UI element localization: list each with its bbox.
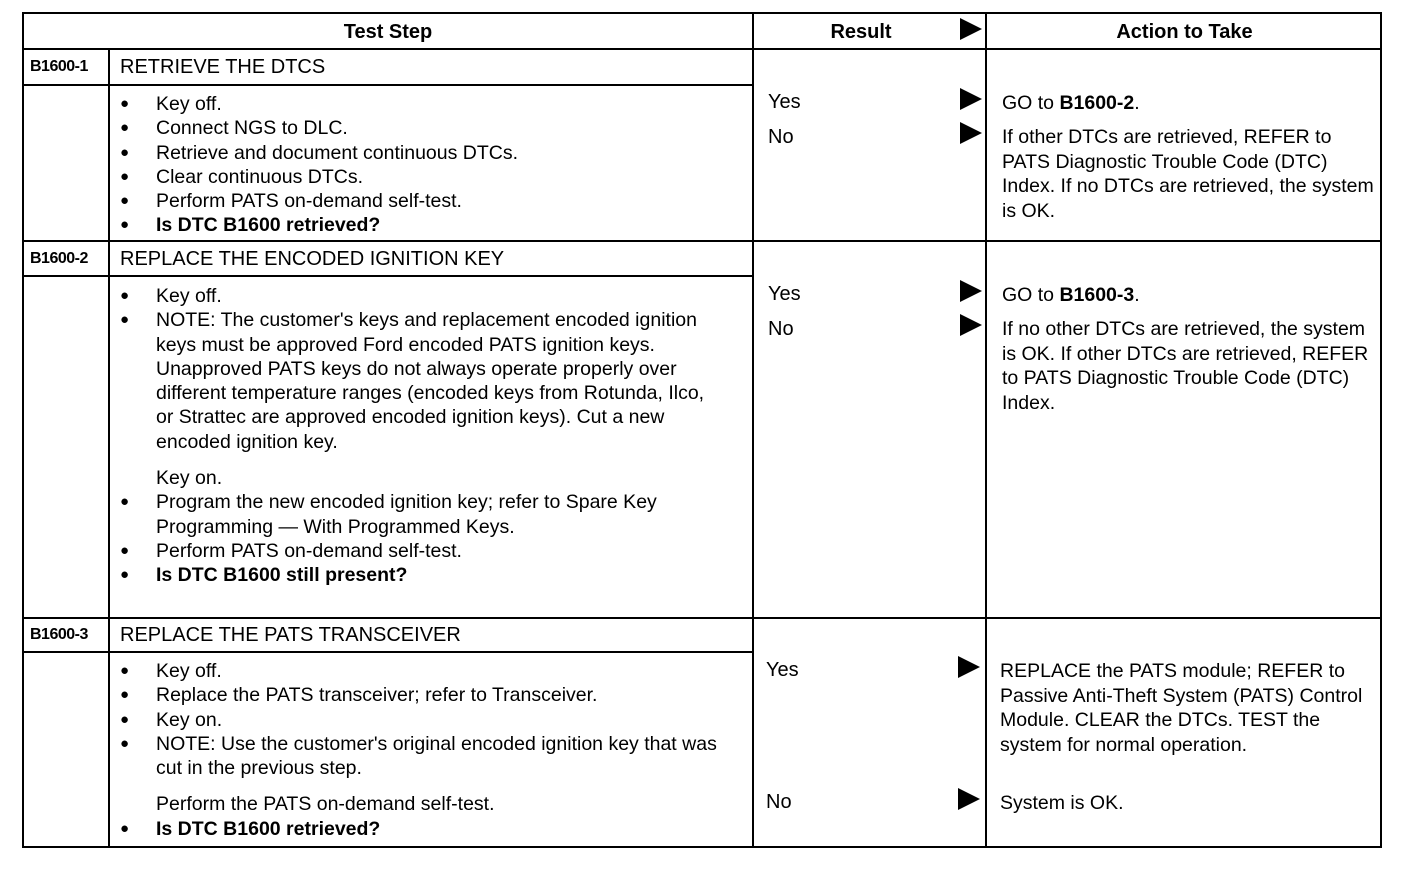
step-divider	[24, 617, 1380, 619]
instruction-line: ● Program the new encoded ignition key; refer to Spare Key Programming — With Programmed Keys.	[120, 490, 736, 539]
result-yes: Yes	[768, 91, 801, 113]
result-arrow-icon	[958, 656, 980, 678]
step-instructions	[120, 284, 730, 588]
action-no: If no other DTCs are retrieved, the system is OK. If other DTCs are retrieved, REFER to PATS Diagnostic Trouble Code (DTC) Index.	[1002, 318, 1369, 414]
instruction-line: ● Key off.	[120, 659, 740, 683]
step-title: REPLACE THE PATS TRANSCEIVER	[120, 624, 461, 646]
step-title: REPLACE THE ENCODED IGNITION KEY	[120, 248, 505, 270]
step-id-divider	[108, 50, 110, 846]
instruction-line: ● Replace the PATS transceiver; refer to Transceiver.	[120, 683, 740, 707]
instruction-question: ● Is DTC B1600 still present?	[120, 563, 730, 587]
step-id: B1600-1	[30, 58, 88, 75]
step-instructions	[120, 92, 740, 238]
instruction-line: ● NOTE: Use the customer's original encoded ignition key that was cut in the previous step.	[120, 732, 731, 781]
result-no: No	[768, 126, 794, 148]
step-id: B1600-2	[30, 250, 88, 267]
step-instructions	[120, 659, 740, 841]
instruction-line: ● Perform PATS on-demand self-test.	[120, 539, 730, 563]
header-result: Result	[830, 21, 892, 43]
step-title-divider	[24, 84, 754, 86]
result-yes: Yes	[768, 283, 801, 305]
action-yes: GO to B1600-2.	[1002, 92, 1140, 114]
result-arrow-icon	[958, 788, 980, 810]
result-arrow-icon	[960, 122, 982, 144]
result-yes: Yes	[766, 659, 799, 681]
column-divider-action	[985, 14, 987, 846]
instruction-question: ● Is DTC B1600 retrieved?	[120, 213, 740, 237]
result-arrow-icon	[960, 314, 982, 336]
instruction-line: ● Connect NGS to DLC.	[120, 116, 740, 140]
header-arrow-icon	[960, 18, 982, 40]
instruction-line: ● Retrieve and document continuous DTCs.	[120, 141, 740, 165]
action-yes: GO to B1600-3.	[1002, 284, 1140, 306]
instruction-line: ● Key off.	[120, 284, 730, 308]
step-divider	[24, 240, 1380, 242]
result-arrow-icon	[960, 88, 982, 110]
step-title-divider	[24, 651, 754, 653]
instruction-question: ● Is DTC B1600 retrieved?	[120, 817, 740, 841]
instruction-line: Key on.	[156, 467, 223, 490]
step-title: RETRIEVE THE DTCS	[120, 56, 326, 78]
action-no: System is OK.	[1000, 792, 1124, 814]
step-id: B1600-3	[30, 626, 88, 643]
header-divider	[24, 48, 1380, 50]
diagnostic-table	[22, 12, 1382, 848]
action-yes: REPLACE the PATS module; REFER to Passive Anti-Theft System (PATS) Control Module. CLEAR the DTCs. TEST the system for normal operation.	[1000, 660, 1363, 756]
instruction-line: ● Perform PATS on-demand self-test.	[120, 189, 740, 213]
instruction-line: Perform the PATS on-demand self-test.	[156, 793, 495, 816]
column-divider-result	[752, 14, 754, 846]
step-title-divider	[24, 275, 754, 277]
instruction-line: ● Key off.	[120, 92, 740, 116]
result-arrow-icon	[960, 280, 982, 302]
instruction-line: ● Key on.	[120, 708, 740, 732]
header-action: Action to Take	[1116, 21, 1253, 43]
header-test-step: Test Step	[343, 21, 433, 43]
result-no: No	[766, 791, 792, 813]
action-no: If other DTCs are retrieved, REFER to PATS Diagnostic Trouble Code (DTC) Index. If no DTCs are retrieved, the system is OK.	[1002, 126, 1374, 222]
instruction-line: ● Clear continuous DTCs.	[120, 165, 740, 189]
result-no: No	[768, 318, 794, 340]
instruction-line: ● NOTE: The customer's keys and replacement encoded ignition keys must be approved Ford encoded PATS ignition keys. Unapproved PATS keys do not always operate properly over different temperature ranges (encoded keys from Rotunda, Ilco, or Strattec are approved encoded ignition keys). Cut a new encoded ignition key.	[120, 308, 716, 454]
